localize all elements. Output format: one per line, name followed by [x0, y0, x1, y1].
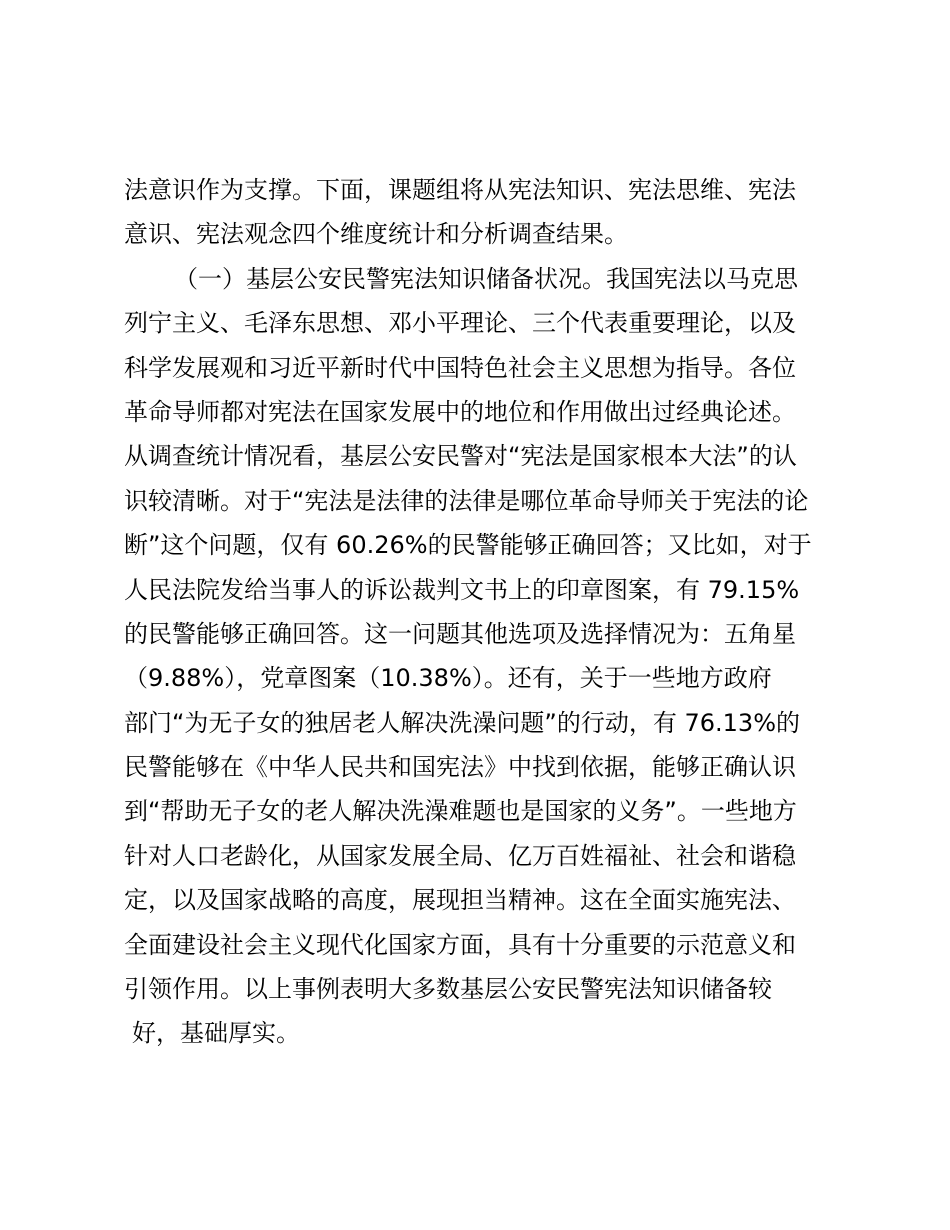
text-line: 全面建设社会主义现代化国家方面，具有十分重要的示范意义和	[124, 930, 796, 959]
text-line: 部门“为无子女的独居老人解决洗澡问题”的行动，有 76.13%的	[124, 708, 801, 737]
text-line: 人民法院发给当事人的诉讼裁判文书上的印章图案，有 79.15%	[124, 575, 800, 604]
text-line: （9.88%），党章图案（10.38%）。还有，关于一些地方政府	[124, 664, 772, 693]
text-line: 针对人口老龄化，从国家发展全局、亿万百姓福祉、社会和谐稳	[124, 841, 796, 870]
text-line: 定，以及国家战略的高度，展现担当精神。这在全面实施宪法、	[124, 886, 796, 915]
text-line: 断”这个问题，仅有 60.26%的民警能够正确回答；又比如，对于	[124, 531, 812, 560]
text-line: 引领作用。以上事例表明大多数基层公安民警宪法知识储备较	[124, 975, 772, 1004]
text-line: 从调查统计情况看，基层公安民警对“宪法是国家根本大法”的认	[124, 442, 797, 471]
text-line: 好，基础厚实。	[132, 1019, 300, 1048]
text-line: 识较清晰。对于“宪法是法律的法律是哪位革命导师关于宪法的论	[124, 486, 809, 515]
text-line: 的民警能够正确回答。这一问题其他选项及选择情况为：五角星	[124, 619, 796, 648]
section-heading-line: （一）基层公安民警宪法知识储备状况。我国宪法以马克思	[174, 264, 798, 293]
text-line: 科学发展观和习近平新时代中国特色社会主义思想为指导。各位	[124, 353, 796, 382]
text-line: 到“帮助无子女的老人解决洗澡难题也是国家的义务”。一些地方	[124, 797, 797, 826]
body-text	[124, 168, 844, 1056]
text-line: 革命导师都对宪法在国家发展中的地位和作用做出过经典论述。	[124, 397, 796, 426]
text-line: 法意识作为支撑。下面，课题组将从宪法知识、宪法思维、宪法	[124, 176, 796, 204]
text-line: 民警能够在《中华人民共和国宪法》中找到依据，能够正确认识	[124, 753, 796, 782]
text-line: 意识、宪法观念四个维度统计和分析调查结果。	[124, 220, 628, 249]
text-line: 列宁主义、毛泽东思想、邓小平理论、三个代表重要理论，以及	[124, 309, 796, 338]
